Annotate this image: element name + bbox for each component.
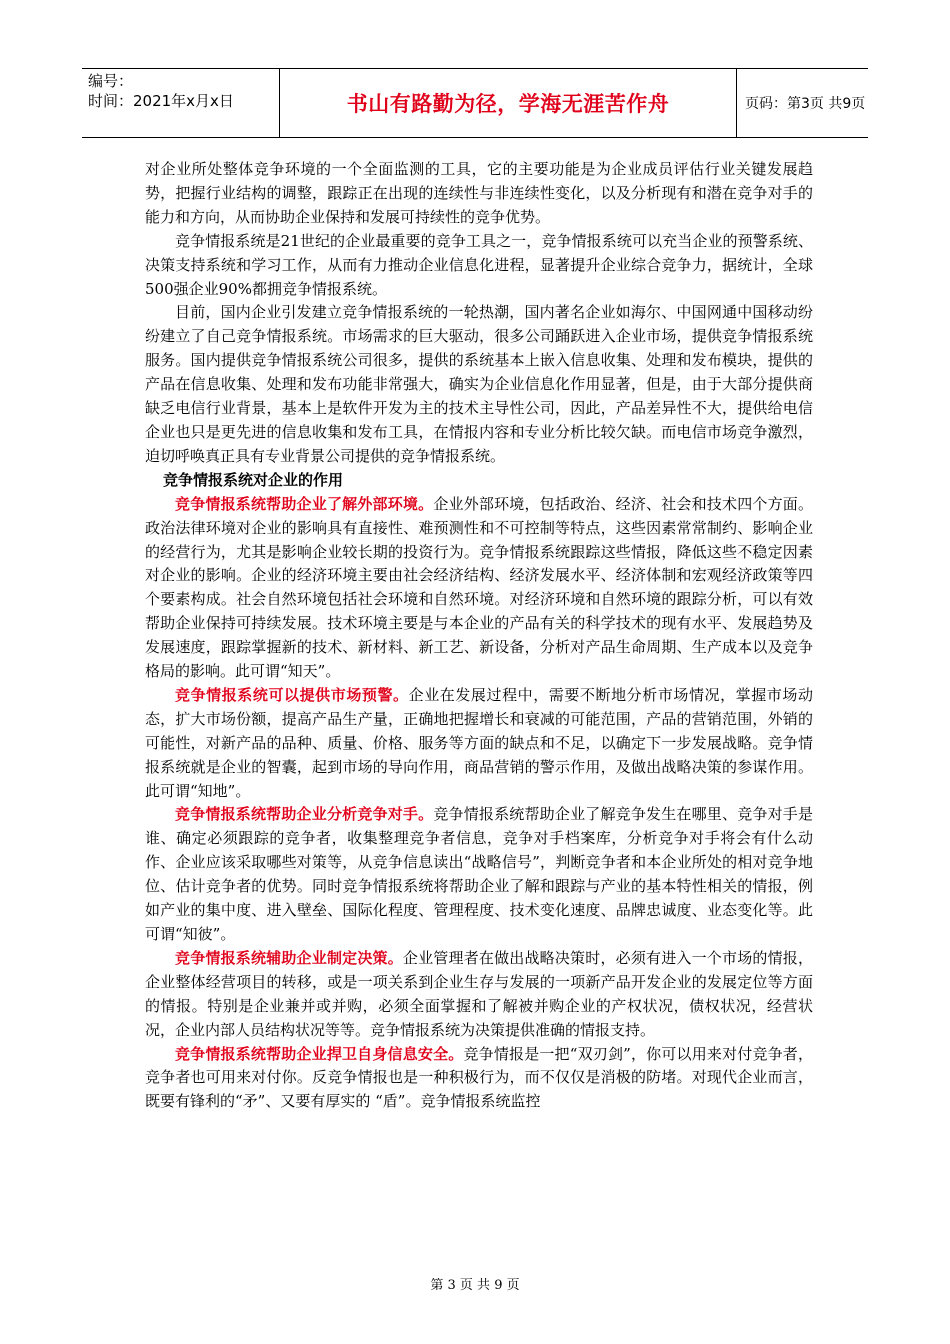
paragraph-text: 企业管理者在做出战略决策时，必须有进入一个市场的情报，企业整体经营项目的转移，或是一项关系到企业生存与发展的一项新产品开发企业的发展定位等方面的情报。特别是企业兼并或并购，必须全面掌握和了解被并购企业的产权状况，债权状况，经营状况，企业内部人员结构状况等等。竞争情报系统为决策提供准确的情报支持。 [145, 948, 813, 1039]
paragraph-external-environment [145, 493, 813, 684]
header-page-info: 页码：第3页 共9页 [745, 96, 866, 112]
header-meta [82, 69, 280, 137]
paragraph-decision-support [145, 947, 813, 1043]
document-body [145, 158, 813, 1114]
paragraph-text: 对企业所处整体竞争环境的一个全面监测的工具，它的主要功能是为企业成员评估行业关键发展趋势，把握行业结构的调整，跟踪正在出现的连续性与非连续性变化，以及分析现有和潜在竞争对手的能力和方向，从而协助企业保持和发展可持续性的竞争优势。 [145, 160, 813, 226]
paragraph-lead: 竞争情报系统可以提供市场预警。 [175, 685, 409, 704]
doc-time-label: 时间：2021年x月x日 [88, 92, 234, 110]
paragraph-2 [145, 230, 813, 302]
page-footer: 第 3 页 共 9 页 [430, 1278, 520, 1293]
paragraph-1 [145, 158, 813, 230]
paragraph-text: 竞争情报系统帮助企业了解竞争发生在哪里、竞争对手是谁、确定必须跟踪的竞争者，收集整理竞争者信息，竞争对手档案库，分析竞争对手将会有什么动作、企业应该采取哪些对策等，从竞争信息读出“战略信号”，判断竞争者和本企业所处的相对竞争地位、估计竞争者的优势。同时竞争情报系统将帮助企业了解和跟踪与产业的基本特性相关的情报，例如产业的集中度、进入壁垒、国际化程度、管理程度、技术变化速度、品牌忠诚度、业态变化等。此可谓“知彼”。 [145, 805, 813, 943]
paragraph-text: 竞争情报系统是21世纪的企业最重要的竞争工具之一，竞争情报系统可以充当企业的预警系统、决策支持系统和学习工作，从而有力推动企业信息化进程，显著提升企业综合竞争力，据统计，全球500强企业90%都拥竞争情报系统。 [145, 231, 813, 298]
paragraph-market-warning [145, 684, 813, 804]
header-motto-cell [280, 69, 737, 137]
section-heading: 竞争情报系统对企业的作用 [163, 470, 344, 489]
paragraph-lead: 竞争情报系统辅助企业制定决策。 [175, 948, 403, 967]
paragraph-competitor-analysis [145, 803, 813, 946]
header-motto: 书山有路勤为径，学海无涯苦作舟 [346, 92, 670, 116]
paragraph-lead: 竞争情报系统帮助企业了解外部环境。 [175, 494, 434, 513]
paragraph-3 [145, 301, 813, 468]
paragraph-lead: 竞争情报系统帮助企业捍卫自身信息安全。 [175, 1044, 464, 1063]
paragraph-lead: 竞争情报系统帮助企业分析竞争对手。 [175, 805, 434, 824]
paragraph-text: 竞争情报是一把“双刃剑”，你可以用来对付竞争者，竞争者也可用来对付你。反竞争情报也是一种积极行为，而不仅仅是消极的防堵。对现代企业而言，既要有锋利的“矛”、又要有厚实的 “盾”。竞争情报系统监控 [145, 1044, 813, 1111]
page-header [82, 68, 868, 138]
doc-code-label: 编号： [88, 72, 134, 90]
paragraph-info-security [145, 1043, 813, 1115]
paragraph-text: 企业在发展过程中，需要不断地分析市场情况，掌握市场动态，扩大市场份额，提高产品生产量，正确地把握增长和衰减的可能范围，产品的营销范围，外销的可能性，对新产品的品种、质量、价格、服务等方面的缺点和不足，以确定下一步发展战略。竞争情报系统就是企业的智囊，起到市场的导向作用，商品营销的警示作用，及做出战略决策的参谋作用。此可谓“知地”。 [145, 685, 813, 800]
paragraph-text: 企业外部环境，包括政治、经济、社会和技术四个方面。政治法律环境对企业的影响具有直接性、难预测性和不可控制等特点，这些因素常常制约、影响企业的经营行为，尤其是影响企业较长期的投资行为。竞争情报系统跟踪这些情报，降低这些不稳定因素对企业的影响。企业的经济环境主要由社会经济结构、经济发展水平、经济体制和宏观经济政策等四个要素构成。社会自然环境包括社会环境和自然环境。对经济环境和自然环境的跟踪分析，可以有效帮助企业保持可持续发展。技术环境主要是与本企业的产品有关的科学技术的现有水平、发展趋势及发展速度，跟踪掌握新的技术、新材料、新工艺、新设备，分析对产品生命周期、生产成本以及竞争格局的影响。此可谓“知天”。 [145, 494, 813, 681]
paragraph-text: 目前，国内企业引发建立竞争情报系统的一轮热潮，国内著名企业如海尔、中国网通中国移动纷纷建立了自己竞争情报系统。市场需求的巨大驱动，很多公司踊跃进入企业市场，提供竞争情报系统服务。国内提供竞争情报系统公司很多，提供的系统基本上嵌入信息收集、处理和发布模块，提供的产品在信息收集、处理和发布功能非常强大，确实为企业信息化作用显著，但是，由于大部分提供商缺乏电信行业背景，基本上是软件开发为主的技术主导性公司，因此，产品差异性不大，提供给电信企业也只是更先进的信息收集和发布工具，在情报内容和专业分析比较欠缺。而电信市场竞争激烈，迫切呼唤真正具有专业背景公司提供的竞争情报系统。 [145, 303, 813, 465]
